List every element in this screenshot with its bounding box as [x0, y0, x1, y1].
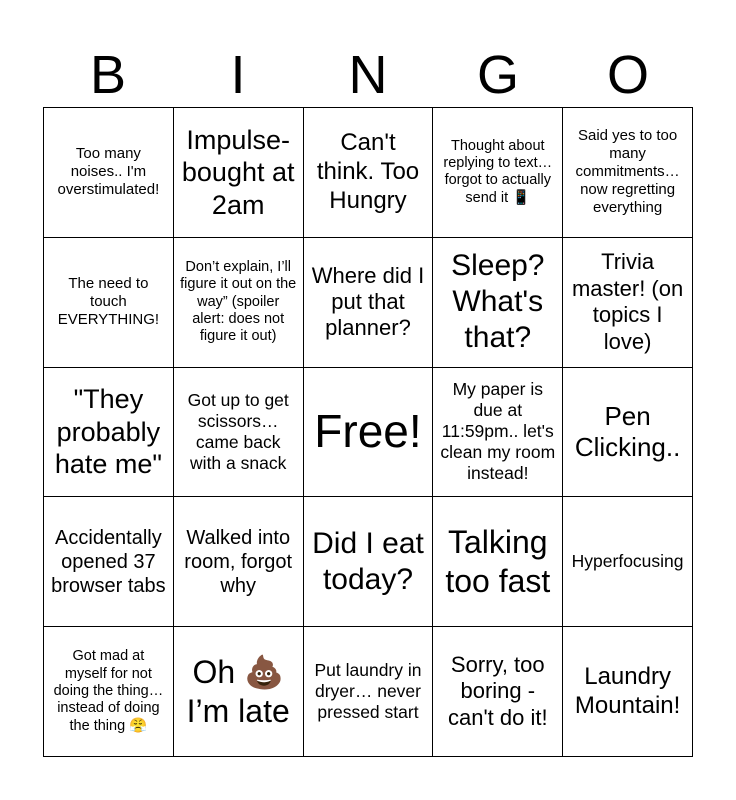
bingo-cell-g5[interactable]: Sorry, too boring - can't do it!: [433, 627, 563, 757]
bingo-cell-n2[interactable]: Where did I put that planner?: [304, 238, 434, 368]
bingo-cell-n4[interactable]: Did I eat today?: [304, 497, 434, 627]
header-letter-n: N: [348, 45, 388, 105]
header-letter-b: B: [89, 45, 127, 105]
bingo-cell-o5[interactable]: Laundry Mountain!: [563, 627, 693, 757]
bingo-card-grid: [43, 107, 693, 757]
bingo-cell-b1[interactable]: Too many noises.. I'm overstimulated!: [44, 108, 174, 238]
bingo-header: [43, 42, 693, 108]
bingo-cell-o2[interactable]: Trivia master! (on topics I love): [563, 238, 693, 368]
bingo-cell-b4[interactable]: Accidentally opened 37 browser tabs: [44, 497, 174, 627]
header-letter-g: G: [476, 45, 519, 105]
bingo-cell-i4[interactable]: Walked into room, forgot why: [174, 497, 304, 627]
bingo-cell-i5[interactable]: Oh 💩 I’m late: [174, 627, 304, 757]
bingo-cell-g4[interactable]: Talking too fast: [433, 497, 563, 627]
bingo-cell-b2[interactable]: The need to touch EVERYTHING!: [44, 238, 174, 368]
bingo-cell-o4[interactable]: Hyperfocusing: [563, 497, 693, 627]
header-letter-o: O: [606, 45, 649, 105]
bingo-cell-g1[interactable]: Thought about replying to text… forgot to actually send it 📱: [433, 108, 563, 238]
bingo-cell-free-space[interactable]: Free!: [304, 368, 434, 498]
bingo-cell-n1[interactable]: Can't think. Too Hungry: [304, 108, 434, 238]
bingo-cell-i3[interactable]: Got up to get scissors… came back with a snack: [174, 368, 304, 498]
bingo-cell-g3[interactable]: My paper is due at 11:59pm.. let's clean my room instead!: [433, 368, 563, 498]
bingo-cell-o1[interactable]: Said yes to too many commitments… now regretting everything: [563, 108, 693, 238]
bingo-cell-i1[interactable]: Impulse-bought at 2am: [174, 108, 304, 238]
bingo-cell-i2[interactable]: Don’t explain, I’ll figure it out on the way” (spoiler alert: does not figure it out): [174, 238, 304, 368]
bingo-cell-b3[interactable]: "They probably hate me": [44, 368, 174, 498]
bingo-cell-g2[interactable]: Sleep? What's that?: [433, 238, 563, 368]
bingo-cell-b5[interactable]: Got mad at myself for not doing the thing… instead of doing the thing 😤: [44, 627, 174, 757]
header-letter-i: I: [230, 45, 246, 105]
bingo-cell-o3[interactable]: Pen Clicking..: [563, 368, 693, 498]
bingo-cell-n5[interactable]: Put laundry in dryer… never pressed start: [304, 627, 434, 757]
